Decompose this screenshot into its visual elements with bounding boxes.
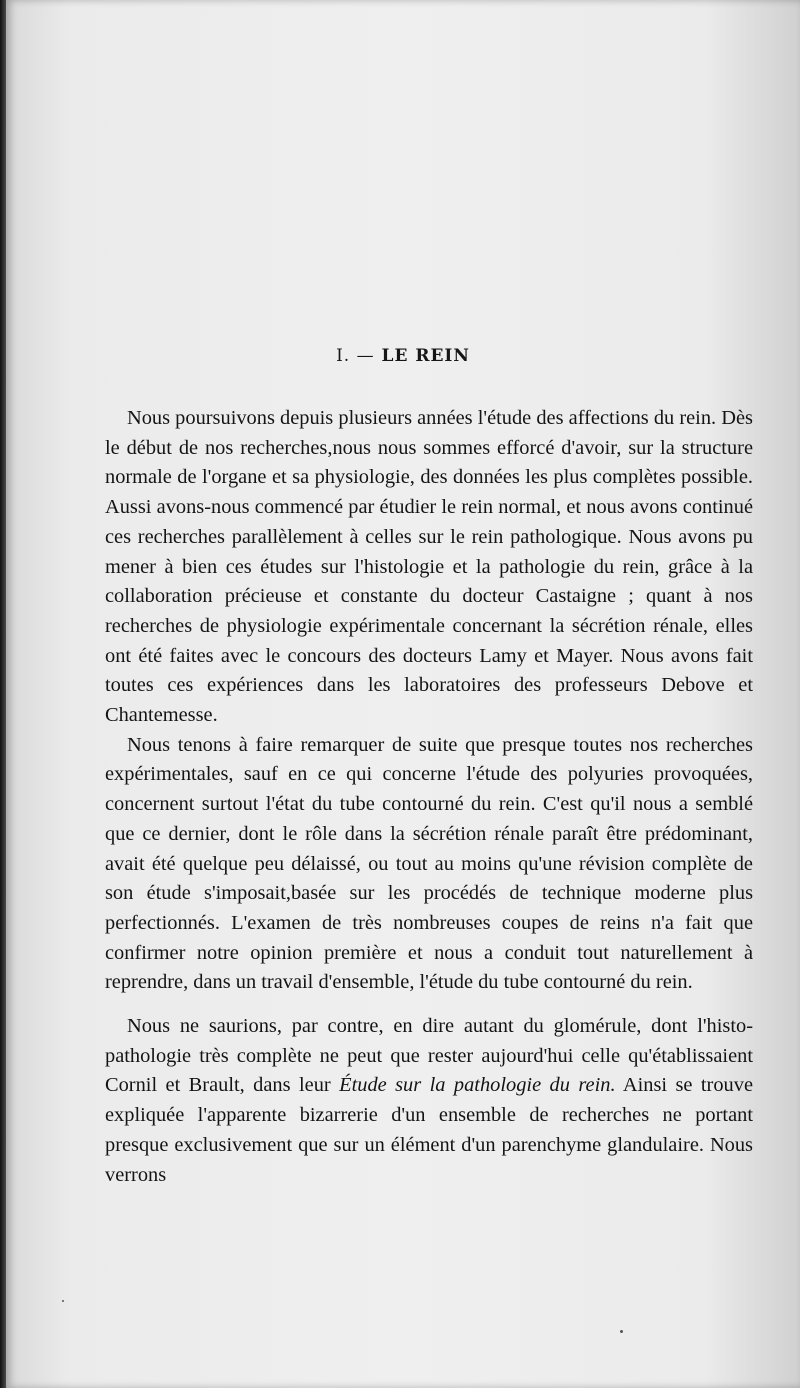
paragraph-1-text: Nous poursuivons depuis plusieurs années l'étude des affections du rein. Dès le début de nos recherches,nous nous sommes efforcé d'avoir, sur la structure normale de l'organe et sa physiologie, des données les plus complètes possible. Aussi avons-nous commencé par étudier le rein normal, et nous avons continué ces recherches parallèlement à celles sur le rein pathologique. Nous avons pu mener à bien ces études sur l'histologie et la pathologie du rein, grâce à la collaboration précieuse et constante du docteur Castaigne ; quant à nos recherches de physiologie expérimentale concernant la sécrétion rénale, elles ont été faites avec le concours des docteurs Lamy et Mayer. Nous avons fait toutes ces expériences dans les laboratoires des professeurs Debove et Chantemesse.	[105, 407, 753, 727]
paragraph-3-text-end: Ainsi se trouve expliquée l'apparente bizarrerie d'un ensemble de recherches ne portant presque exclusivement que sur un élément d'un parenchyme glandulaire. Nous verrons	[105, 1074, 753, 1186]
paragraph-2-text: Nous tenons à faire remarquer de suite que presque toutes nos recherches expérimentales, sauf en ce qui concerne l'étude des polyuries provoquées, concernent surtout l'état du tube contourné du rein. C'est qu'il nous a semblé que ce dernier, dont le rôle dans la sécrétion rénale paraît être prédominant, avait été quelque peu délaissé, ou tout au moins qu'une révision complète de son étude s'imposait,basée sur les procédés de technique moderne plus perfectionnés. L'examen de très nombreuses coupes de reins n'a fait que confirmer notre opinion première et nous a conduit tout naturellement à reprendre, dans un travail d'ensemble, l'étude du tube contourné du rein.	[105, 733, 753, 994]
section-number: I. —	[336, 346, 375, 366]
paragraph-3	[105, 1012, 753, 1190]
show-through-text	[76, 120, 736, 312]
body-text	[105, 404, 753, 1190]
section-heading	[6, 346, 800, 366]
section-title: LE REIN	[381, 346, 470, 366]
paper-speck	[620, 1330, 623, 1333]
paper-speck	[62, 1300, 64, 1302]
book-title-citation: Étude sur la pathologie du rein.	[339, 1074, 616, 1097]
book-page	[6, 0, 800, 1388]
paragraph-1	[105, 404, 753, 731]
paragraph-3-text-start: Nous ne saurions, par contre, en dire autant du glomérule, dont l'histo-pathologie très complète ne peut que rester aujourd'hui celle qu'établissaient Cornil et Brault, dans leur	[105, 1015, 753, 1097]
paragraph-2	[105, 731, 753, 998]
